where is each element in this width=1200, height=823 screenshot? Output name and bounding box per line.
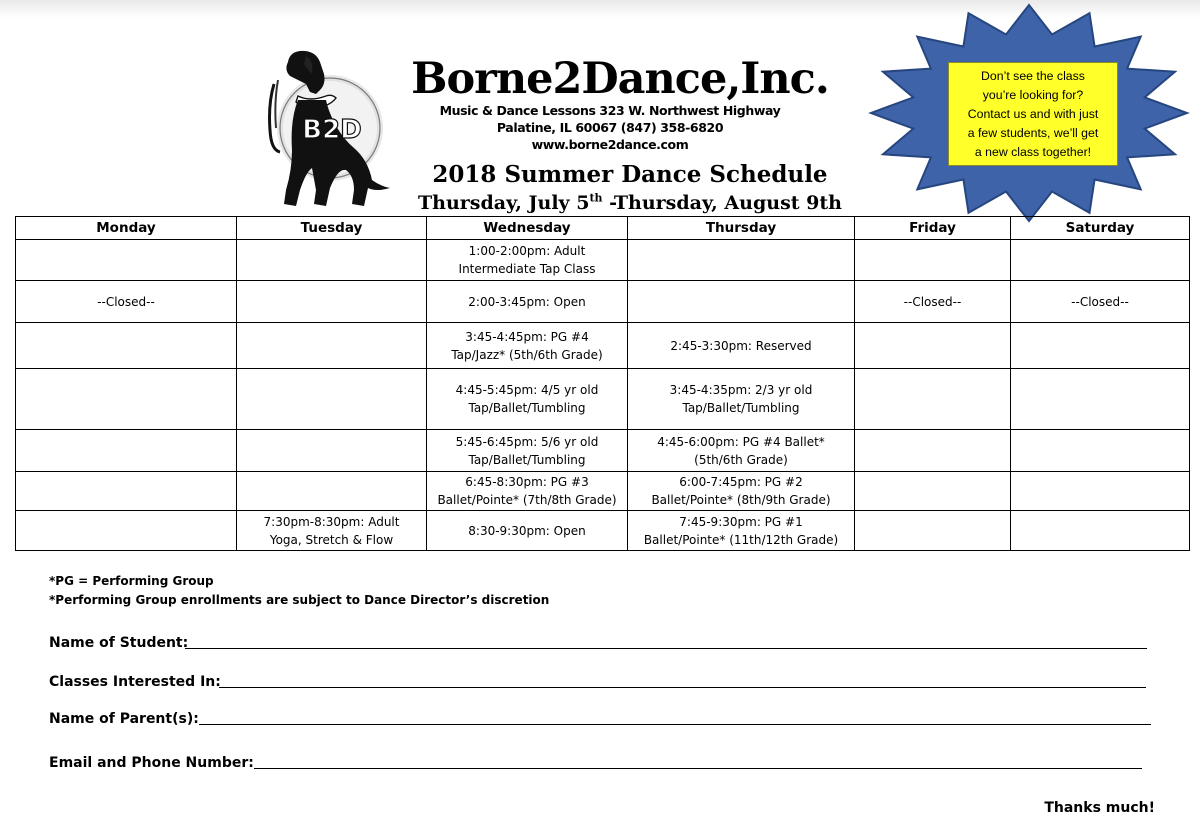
class-name: Tap/Ballet/Tumbling: [682, 401, 800, 415]
callout-line: you’re looking for?: [982, 87, 1084, 102]
class-name: Yoga, Stretch & Flow: [269, 532, 394, 547]
column-header-saturday: Saturday: [1011, 217, 1190, 240]
table-row: [16, 323, 1190, 369]
schedule-date-range: [390, 190, 870, 216]
footnote-pg-definition: *PG = Performing Group: [49, 574, 214, 588]
schedule-header-row: [16, 217, 1190, 240]
date-start-suffix: th: [589, 191, 603, 205]
contact-field[interactable]: [49, 752, 1149, 774]
class-time: 5:45-6:45pm: 5/6 yr old: [455, 434, 599, 449]
class-name: Intermediate Tap Class: [458, 262, 596, 276]
column-header-thursday: Thursday: [628, 217, 855, 240]
cell-monday: [16, 472, 237, 511]
cell-saturday: [1011, 240, 1190, 281]
cell-saturday: [1011, 430, 1190, 472]
company-tagline: Music & Dance Lessons 323 W. Northwest Highway: [439, 103, 781, 118]
callout-line: a new class together!: [974, 144, 1092, 159]
class-time: 2:00-3:45pm: Open: [468, 294, 586, 309]
cell-monday: [16, 240, 237, 281]
contact-label: Email and Phone Number:: [49, 755, 254, 771]
parent-name-field[interactable]: [49, 708, 1154, 730]
company-website: www.borne2dance.com: [531, 137, 689, 152]
date-end: -Thursday, August 9th: [602, 192, 842, 214]
class-name: Tap/Ballet/Tumbling: [468, 452, 586, 467]
company-name: Borne2Dance,Inc.: [411, 54, 829, 104]
cell-monday: [16, 323, 237, 369]
cell-monday: [16, 430, 237, 472]
company-details: [420, 102, 800, 153]
class-time: 2:45-3:30pm: Reserved: [670, 338, 812, 353]
cell-thursday: [628, 430, 855, 472]
cell-friday: --Closed--: [855, 281, 1011, 323]
class-time: 3:45-4:45pm: PG #4: [465, 329, 589, 344]
class-time: 3:45-4:35pm: 2/3 yr old: [669, 383, 813, 397]
class-name: Ballet/Pointe* (7th/8th Grade): [437, 493, 617, 507]
footnote-pg-enrollment: *Performing Group enrollments are subject to Dance Director’s discretion: [49, 593, 550, 607]
class-time: 4:45-6:00pm: PG #4 Ballet*: [657, 434, 825, 449]
cell-thursday: [628, 511, 855, 551]
cell-thursday: [628, 323, 855, 369]
cell-wednesday: [427, 240, 628, 281]
parent-name-label: Name of Parent(s):: [49, 711, 199, 727]
class-time: 7:45-9:30pm: PG #1: [679, 514, 803, 529]
cell-tuesday: [237, 430, 427, 472]
cell-friday: [855, 369, 1011, 430]
class-name: (5th/6th Grade): [694, 452, 788, 467]
cell-tuesday: [237, 511, 427, 551]
cell-wednesday: [427, 511, 628, 551]
cell-thursday: [628, 472, 855, 511]
cell-monday: [16, 369, 237, 430]
cell-friday: [855, 472, 1011, 511]
cell-tuesday: [237, 323, 427, 369]
cell-monday: --Closed--: [16, 281, 237, 323]
student-name-field[interactable]: [49, 632, 1149, 654]
callout-line: Don’t see the class: [981, 68, 1085, 83]
company-address: Palatine, IL 60067 (847) 358-6820: [496, 120, 724, 135]
cell-saturday: --Closed--: [1011, 281, 1190, 323]
classes-interested-field[interactable]: [49, 671, 1149, 693]
cell-wednesday: [427, 323, 628, 369]
date-start: Thursday, July 5: [418, 192, 590, 214]
student-name-line[interactable]: [185, 648, 1147, 649]
class-time: 1:00-2:00pm: Adult: [468, 244, 586, 258]
column-header-wednesday: Wednesday: [427, 217, 628, 240]
cell-wednesday: [427, 281, 628, 323]
cell-friday: [855, 511, 1011, 551]
class-time: 4:45-5:45pm: 4/5 yr old: [455, 383, 599, 397]
cell-saturday: [1011, 323, 1190, 369]
class-time: 6:45-8:30pm: PG #3: [465, 475, 589, 489]
cell-tuesday: [237, 281, 427, 323]
dog-logo: [250, 40, 400, 215]
cell-wednesday: [427, 430, 628, 472]
cell-friday: [855, 430, 1011, 472]
cell-thursday: [628, 369, 855, 430]
class-name: Ballet/Pointe* (11th/12th Grade): [643, 532, 839, 547]
parent-name-line[interactable]: [199, 724, 1151, 725]
contact-line[interactable]: [254, 768, 1142, 769]
classes-interested-line[interactable]: [219, 687, 1146, 688]
cell-thursday: [628, 240, 855, 281]
cell-wednesday: [427, 369, 628, 430]
logo-monogram: B2D: [302, 115, 362, 145]
footnotes: [49, 572, 749, 610]
student-name-label: Name of Student:: [49, 635, 189, 651]
cell-tuesday: [237, 472, 427, 511]
column-header-friday: Friday: [855, 217, 1011, 240]
cell-tuesday: [237, 369, 427, 430]
cell-saturday: [1011, 369, 1190, 430]
callout-line: a few students, we’ll get: [967, 125, 1099, 140]
classes-interested-label: Classes Interested In:: [49, 674, 221, 690]
cell-monday: [16, 511, 237, 551]
cell-saturday: [1011, 472, 1190, 511]
table-row: [16, 281, 1190, 323]
callout-box: [948, 62, 1118, 166]
callout-line: Contact us and with just: [967, 106, 1099, 121]
class-time: 7:30pm-8:30pm: Adult: [263, 514, 400, 529]
cell-wednesday: [427, 472, 628, 511]
column-header-monday: Monday: [16, 217, 237, 240]
class-time: 8:30-9:30pm: Open: [468, 523, 586, 538]
schedule-table: [15, 216, 1190, 551]
table-row: [16, 240, 1190, 281]
closing-note: Thanks much!: [1044, 800, 1155, 816]
table-row: [16, 511, 1190, 551]
table-row: [16, 472, 1190, 511]
cell-saturday: [1011, 511, 1190, 551]
table-row: [16, 369, 1190, 430]
class-time: 6:00-7:45pm: PG #2: [679, 475, 803, 489]
schedule-title: 2018 Summer Dance Schedule: [432, 161, 828, 188]
column-header-tuesday: Tuesday: [237, 217, 427, 240]
cell-friday: [855, 240, 1011, 281]
cell-friday: [855, 323, 1011, 369]
cell-tuesday: [237, 240, 427, 281]
class-name: Tap/Jazz* (5th/6th Grade): [451, 347, 603, 362]
cell-thursday: [628, 281, 855, 323]
class-name: Ballet/Pointe* (8th/9th Grade): [651, 493, 831, 507]
class-name: Tap/Ballet/Tumbling: [468, 401, 586, 415]
table-row: [16, 430, 1190, 472]
